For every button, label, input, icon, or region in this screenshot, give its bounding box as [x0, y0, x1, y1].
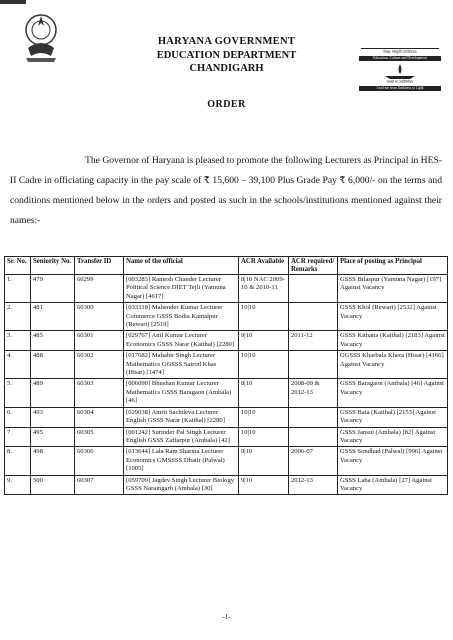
- table-row: [5, 275, 448, 303]
- logo-hindi-top: शिक्षा, संस्कृति एवं विकास: [383, 50, 417, 54]
- cell-place: GSSS Laha (Ambala) [27] Against Vacancy: [338, 475, 448, 495]
- header-city: CHANDIGARH: [189, 63, 264, 74]
- lamp-icon: [380, 62, 420, 80]
- table-row: [5, 475, 448, 495]
- cell-sr: 3.: [5, 331, 31, 351]
- promotion-table: [4, 256, 448, 495]
- department-logo: [357, 47, 443, 91]
- logo-graphic: [357, 62, 443, 80]
- cell-acr: 9|10: [239, 447, 289, 475]
- cell-seniority: 488: [31, 351, 75, 379]
- cell-transfer: 60307: [75, 475, 124, 495]
- cell-sr: 9.: [5, 475, 31, 495]
- cell-seniority: 485: [31, 331, 75, 351]
- page-number: -1-: [222, 613, 231, 621]
- cell-place: GSSS Khol (Rewari) [2532] Against Vacancy: [338, 303, 448, 331]
- cell-seniority: 489: [31, 379, 75, 407]
- cell-acr: 8|10 NAC 2009-10 & 2010-11: [239, 275, 289, 303]
- table-row: [5, 351, 448, 379]
- cell-sr: 5.: [5, 379, 31, 407]
- cell-remarks: [289, 427, 338, 447]
- col-acr-available: ACR Available: [239, 257, 289, 275]
- table-row: [5, 407, 448, 427]
- cell-name: [029767] Anil Kumar Lecturer Economics GSSS Narar (Kaithal) [2280]: [124, 331, 239, 351]
- cell-acr: 10|10: [239, 351, 289, 379]
- cell-transfer: 60301: [75, 331, 124, 351]
- col-sr-no: Sr. No.: [5, 257, 31, 275]
- cell-remarks: [289, 351, 338, 379]
- cell-remarks: 2008-09 & 2012-13: [289, 379, 338, 407]
- table-row: [5, 331, 448, 351]
- order-paragraph-text: The Governor of Haryana is pleased to promote the following Lecturers as Principal in HES-II Cadre in officiating capacity in the pay scale of ₹ 15,600 – 39,100 Plus Grade Pay ₹ 6,000/- on the terms and conditions mentioned below in the orders and posted as such in the schools/institutions mentioned against their names:-: [10, 155, 442, 226]
- scan-mark: [0, 0, 26, 4]
- cell-remarks: 2006-07: [289, 447, 338, 475]
- cell-transfer: 60302: [75, 351, 124, 379]
- logo-hindi-bottom: तमसो मा ज्योतिर्गमय: [386, 80, 414, 84]
- cell-sr: 7.: [5, 427, 31, 447]
- table-row: [5, 379, 448, 407]
- table-row: [5, 447, 448, 475]
- cell-place: GSSS Bata (Kaithal) [2153] Against Vacancy: [338, 407, 448, 427]
- cell-seniority: 500: [31, 475, 75, 495]
- cell-seniority: 481: [31, 303, 75, 331]
- cell-acr: 10|10: [239, 427, 289, 447]
- cell-acr: 9|10: [239, 331, 289, 351]
- col-place-of-posting: Place of posting as Principal: [338, 257, 448, 275]
- cell-name: [013644] Lala Ram Sharma Lecturer Economics GMSSSS Dhatir (Palwal) [1005]: [124, 447, 239, 475]
- cell-acr: 9|10: [239, 475, 289, 495]
- cell-place: GSSS Baragaon (Ambala) [46] Against Vacancy: [338, 379, 448, 407]
- cell-remarks: 2011-12: [289, 331, 338, 351]
- cell-acr: 10|10: [239, 407, 289, 427]
- cell-seniority: 498: [31, 447, 75, 475]
- cell-name: [059709] Jagdev Singh Lecturer Biology GSSS Naraingarh (Ambala) [30]: [124, 475, 239, 495]
- cell-name: [017682] Mahabir Singh Lecturer Mathematics GGSSS Satrod Khas (Hisar) [1474]: [124, 351, 239, 379]
- cell-name: [001242] Surinder Pal Singh Lecturer English GSSS Zaffarpur (Ambala) [42]: [124, 427, 239, 447]
- cell-transfer: 60300: [75, 303, 124, 331]
- col-name-of-official: Name of the official: [124, 257, 239, 275]
- cell-seniority: 479: [31, 275, 75, 303]
- table-row: [5, 427, 448, 447]
- cell-transfer: 60305: [75, 427, 124, 447]
- cell-acr: 10|10: [239, 303, 289, 331]
- cell-name: [029038] Amrit Sachdeva Lecturer English GSSS Narar (Kaithal) [2280]: [124, 407, 239, 427]
- cell-place: GSSS Bilaspur (Yamuna Nagar) [197] Against Vacancy: [338, 275, 448, 303]
- cell-sr: 6.: [5, 407, 31, 427]
- cell-sr: 1.: [5, 275, 31, 303]
- cell-sr: 4.: [5, 351, 31, 379]
- cell-place: GSSS Sondhad (Palwal) [996] Against Vacancy: [338, 447, 448, 475]
- col-acr-required: ACR required/ Remarks: [289, 257, 338, 275]
- cell-place: GSSS Kithana (Kaithal) [2183] Against Vacancy: [338, 331, 448, 351]
- cell-seniority: 493: [31, 407, 75, 427]
- cell-remarks: [289, 275, 338, 303]
- cell-name: [003283] Ramesh Chander Lecturer Political Science DIET Tejli (Yamuna Nagar) [4617]: [124, 275, 239, 303]
- cell-remarks: [289, 303, 338, 331]
- order-paragraph: [10, 151, 442, 231]
- table-row: [5, 303, 448, 331]
- cell-sr: 8.: [5, 447, 31, 475]
- cell-seniority: 495: [31, 427, 75, 447]
- cell-name: [006090] Bhushan Kumar Lecturer Mathematics GSSS Baragaon (Ambala) [46]: [124, 379, 239, 407]
- logo-caption-top: Education, Culture and Development: [359, 56, 441, 61]
- logo-caption-bottom: Lead me from Darkness to Light: [359, 86, 441, 91]
- cell-transfer: 60303: [75, 379, 124, 407]
- cell-place: GGSSS Kharbala Khera (Hisar) [4166] Against Vacancy: [338, 351, 448, 379]
- cell-name: [033318] Mahender Kumar Lecturer Commerce GSSS Bodia Kamalpur (Rewari) [2519]: [124, 303, 239, 331]
- cell-place: GSSS Jansui (Ambala) [82] Against Vacancy: [338, 427, 448, 447]
- table-header-row: [5, 257, 448, 275]
- col-seniority-no: Seniority No.: [31, 257, 75, 275]
- cell-remarks: 2012-13: [289, 475, 338, 495]
- cell-acr: 8|10: [239, 379, 289, 407]
- cell-transfer: 60306: [75, 447, 124, 475]
- header-government: HARYANA GOVERNMENT: [157, 36, 296, 47]
- col-transfer-id: Transfer ID: [75, 257, 124, 275]
- cell-sr: 2.: [5, 303, 31, 331]
- header-department: EDUCATION DEPARTMENT: [156, 50, 297, 61]
- order-title: ORDER: [207, 99, 246, 110]
- cell-transfer: 60299: [75, 275, 124, 303]
- cell-transfer: 60304: [75, 407, 124, 427]
- cell-remarks: [289, 407, 338, 427]
